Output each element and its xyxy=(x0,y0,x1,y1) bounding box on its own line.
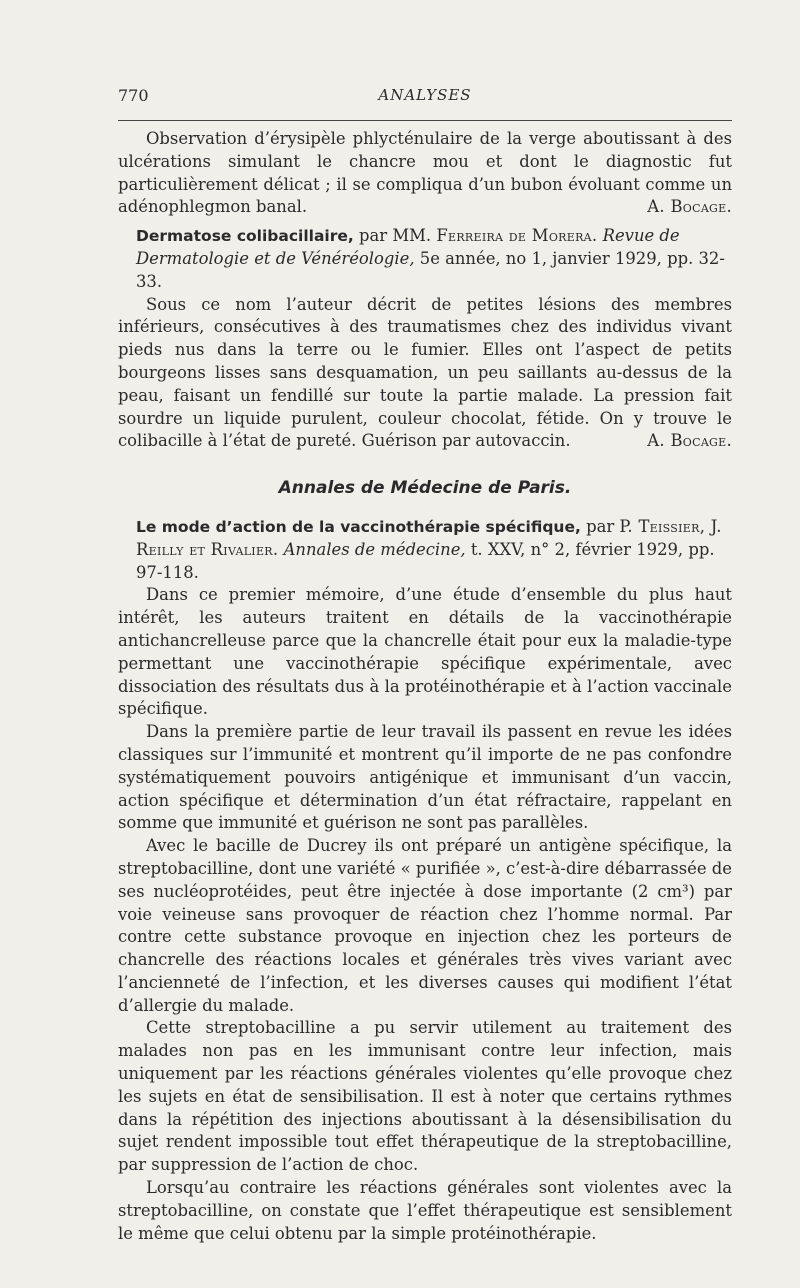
page-header xyxy=(118,86,732,110)
article3-paragraph: Avec le bacille de Ducrey ils ont préparé un antigène spécifique, la streptobacilline, dont une variété « purifiée », c’est-à-dire débarrassée de ses nucléoprotéides, peut être injectée à dose importante (2 cm³) par voie veineuse sans provoquer de réaction chez l’homme normal. Par contre cette substance provoque en injection chez les porteurs de chancrelle des réactions locales et générales très vives variant avec l’ancienneté de l’infection, et les diverses causes qui modifient l’état d’allergie du malade. xyxy=(118,836,732,1015)
page-number: 770 xyxy=(118,86,149,105)
article2-body xyxy=(118,294,732,454)
article3-details: t. XXV, n° 2, février 1929, pp. 97-118. xyxy=(136,539,715,582)
section-title: Annales de Médecine de Paris. xyxy=(278,478,572,499)
header-rule xyxy=(118,120,732,121)
article3-by: par xyxy=(586,516,615,536)
article2-journal: Revue de Dermatologie et de Vénéréologie, xyxy=(136,226,680,268)
article1-text: Observation d’érysipèle phlycténulaire de la verge aboutissant à des ulcérations simulant le chancre mou et dont le diagnostic fut particulièrement délicat ; il se compliqua d’un bubon évoluant comme un adénophlegmon banal. xyxy=(118,129,732,217)
article3-journal: Annales de médecine, xyxy=(283,539,466,559)
article3-authors: P. Teissier, J. Reilly et Rivalier. xyxy=(136,516,722,559)
article1-signature: A. Bocage. xyxy=(647,197,732,217)
article2-reference xyxy=(118,225,732,293)
article2-details: 5e année, no 1, janvier 1929, pp. 32-33. xyxy=(136,248,725,291)
article3-paragraph: Cette streptobacilline a pu servir utilement au traitement des malades non pas en les immunisant contre leur infection, mais uniquement par les réactions générales violentes qu’elle provoque chez les sujets en état de sensibilisation. Il est à noter que certains rythmes dans la répétition des injections aboutissant à la désensibilisation du sujet rendent impossible tout effet thérapeutique de la streptobacilline, par suppression de l’action de choc. xyxy=(118,1018,732,1175)
page-content xyxy=(118,128,732,1245)
article2-title: Dermatose colibacillaire, xyxy=(136,227,354,246)
article3-paragraph: Dans la première partie de leur travail ils passent en revue les idées classiques sur l’immunité et montrent qu’il importe de ne pas confondre systématiquement pouvoirs antigénique et immunisant d’un vaccin, action spécifique et détermination d’un état réfractaire, rappelant en somme que immunité et guérison ne sont pas parallèles. xyxy=(118,722,732,833)
article3-paragraph: Dans ce premier mémoire, d’une étude d’ensemble du plus haut intérêt, les auteurs traitent en détails de la vaccinothérapie antichancrelleuse parce que la chancrelle était pour eux la maladie-type permettant une vaccinothérapie spécifique expérimentale, avec dissociation des résultats dus à la protéinothérapie et à l’action vaccinale spécifique. xyxy=(118,585,732,719)
article3-title: Le mode d’action de la vaccinothérapie spécifique, xyxy=(136,517,581,536)
article2-signature: A. Bocage. xyxy=(647,431,732,451)
article2-text: Sous ce nom l’auteur décrit de petites lésions des membres inférieurs, consécutives à des traumatismes chez des individus vivant pieds nus dans la terre ou le fumier. Elles ont l’aspect de petits bourgeons lisses sans desquamation, un peu saillants au-dessus de la peau, faisant un fendillé sur toute la partie malade. La pression fait sourdre un liquide purulent, couleur chocolat, fétide. On y trouve le colibacille à l’état de pureté. Guérison par autovaccin. xyxy=(118,294,732,451)
article1-end xyxy=(118,128,732,219)
article3-reference xyxy=(118,516,732,584)
article2-authors: Ferreira de Morera. xyxy=(436,226,598,246)
article2-by: par MM. xyxy=(359,226,432,246)
running-title: ANALYSES xyxy=(378,86,472,104)
article3-paragraph: Lorsqu’au contraire les réactions générales sont violentes avec la streptobacilline, on constate que l’effet thérapeutique est sensiblement le même que celui obtenu par la simple protéinothérapie. xyxy=(118,1178,732,1243)
